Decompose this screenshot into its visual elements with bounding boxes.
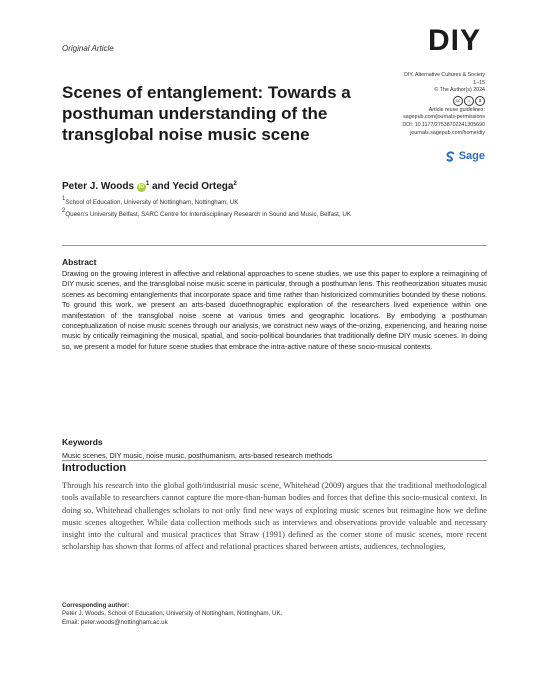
orcid-icon[interactable]: iD [138,184,144,190]
page-range: 1–15 [473,79,485,86]
article-type: Original Article [62,44,114,53]
author-name: Yecid Ortega [172,181,234,192]
divider [62,460,487,461]
journal-home-link[interactable]: journals.sagepub.com/home/diy [410,129,485,136]
corresponding-author [62,602,392,627]
corresponding-address: Peter J. Woods, School of Education, University of Nottingham, Nottingham, UK. [62,610,283,618]
permissions-link[interactable]: sagepub.com/journals-permissions [403,114,485,121]
author-conjunction: and [149,181,173,192]
journal-name: DIY, Alternative Cultures & Society [404,72,485,78]
introduction-text: Through his research into the global goth/industrial music scene, Whitehead (2009) argues that the traditional methodological tools available to researchers cannot capture the more-than-human bodies and forces that define this socio-musical context. In doing so, Whitehead challenges scholars to not only find new ways of exploring music scenes but reimagine how we define music scenes altogether. While data collection methods such as interviews and observations provide valuable and necessary insight into the cultural and musical practices that Straw (1991) defined as the corner stone of music scenes, more recent scholarship has shown that forms of affect and relational practices shared between artists, audiences, technologies, [62,481,487,552]
copyright: © The Author(s) 2024 [434,87,485,94]
affiliation-2: 2Queen's University Belfast, SARC Centre for Interdisciplinary Research in Sound and Music, Belfast, UK [62,208,351,218]
affiliation-1: 1School of Education, University of Nottingham, Nottingham, UK [62,196,239,206]
doi[interactable]: DOI: 10.1177/27538702241305690 [402,121,485,128]
affiliations [62,195,382,219]
author-list [62,181,237,192]
corresponding-email[interactable]: Email: peter.woods@nottingham.ac.uk [62,618,168,626]
affiliation-sup: 1 [145,181,150,187]
abstract-text: Drawing on the growing interest in affective and relational approaches to scene studies, we use this paper to explore a reimagining of DIY music scenes, and the transglobal noise music scene in particular, through a posthuman lens. This reotheorization situates music scenes as becoming entanglements that incorporate space and time rather than historicized communities bounded by these notions. To ground this work, we present an arts-based duoethnographic exploration of the researchers lived experience within one manifestation of the transglobal noise scene at various times and geographic locations. By embodying a posthuman conceptualization of noise music scenes through our analysis, we construct new ways of the-orizing, experiencing, and hearing noise music by critically reimagining the musical, spatial, and socio-political boundaries that traditionally define DIY music scenes. In doing so, we present a model for future scene studies that embrace the intra-active nature of these socio-musical contexts. [62,269,487,351]
sage-logo-icon [445,151,456,162]
publisher-logo [445,150,485,162]
introduction-heading: Introduction [62,462,127,474]
journal-logo: DIY [428,24,482,57]
divider [62,245,487,246]
corresponding-heading: Corresponding author: [62,602,130,609]
article-title: Scenes of entanglement: Towards a posthuman understanding of the transglobal noise music scene [62,83,351,144]
keywords-text: Music scenes, DIY music, noise music, posthumanism, arts-based research methods [62,451,333,460]
publisher-name: Sage [458,150,485,162]
author-name: Peter J. Woods [62,181,135,192]
abstract-heading: Abstract [62,257,97,267]
reuse-guidelines: Article reuse guidelines: [428,106,485,113]
affiliation-sup: 2 [233,181,237,187]
creative-commons-icon: cc i $ [453,96,485,106]
keywords-heading: Keywords [62,437,103,447]
